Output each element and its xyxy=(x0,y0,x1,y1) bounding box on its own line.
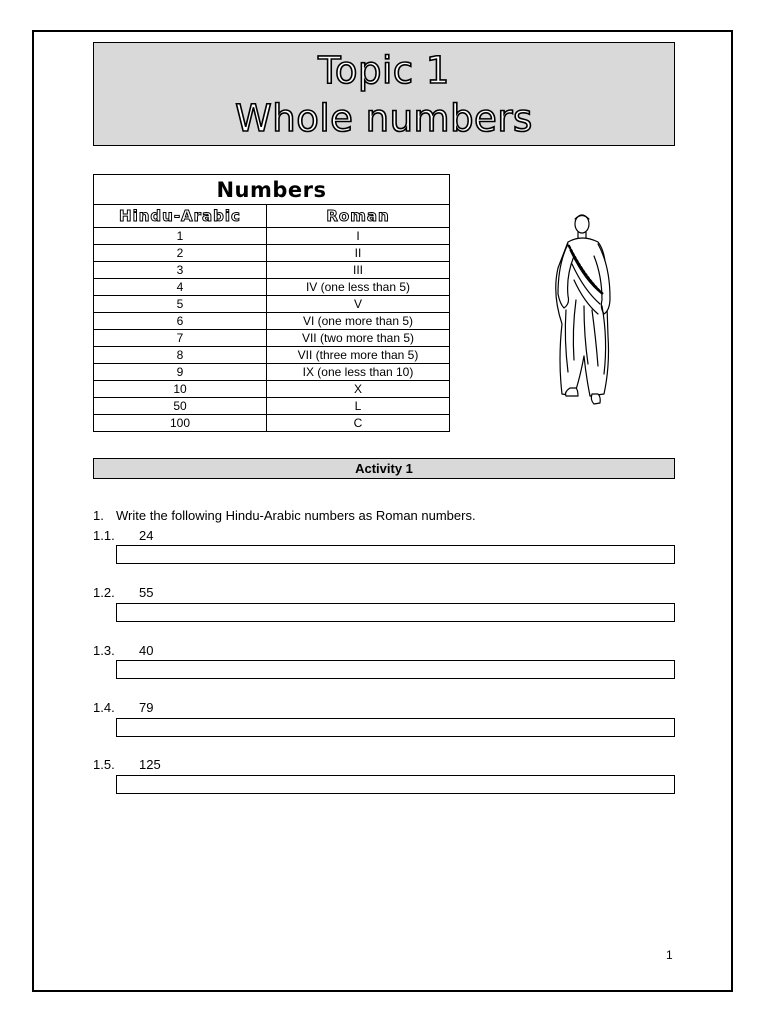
roman-cell: VI (one more than 5) xyxy=(267,313,450,330)
hindu-arabic-cell: 1 xyxy=(94,228,267,245)
sub-question-number: 1.2. xyxy=(93,585,115,600)
hindu-arabic-cell: 5 xyxy=(94,296,267,313)
table-caption: Numbers xyxy=(94,175,450,205)
sub-question-number: 1.3. xyxy=(93,643,115,658)
activity-heading: Activity 1 xyxy=(93,458,675,479)
roman-cell: VII (two more than 5) xyxy=(267,330,450,347)
table-row xyxy=(94,381,450,398)
topic-title: Topic 1 xyxy=(318,49,450,92)
answer-field-1-5[interactable] xyxy=(116,775,675,794)
sub-question-value: 40 xyxy=(139,643,154,658)
sub-question-1-3 xyxy=(93,643,153,658)
page-number: 1 xyxy=(666,948,673,962)
table-row xyxy=(94,245,450,262)
numbers-table xyxy=(93,174,450,432)
table-row xyxy=(94,313,450,330)
hindu-arabic-cell: 8 xyxy=(94,347,267,364)
hindu-arabic-cell: 10 xyxy=(94,381,267,398)
table-row xyxy=(94,415,450,432)
roman-cell: V xyxy=(267,296,450,313)
roman-figure-illustration xyxy=(540,210,636,410)
table-row xyxy=(94,364,450,381)
hindu-arabic-cell: 4 xyxy=(94,279,267,296)
answer-field-1-3[interactable] xyxy=(116,660,675,679)
table-row xyxy=(94,296,450,313)
hindu-arabic-cell: 50 xyxy=(94,398,267,415)
table-row xyxy=(94,398,450,415)
hindu-arabic-cell: 6 xyxy=(94,313,267,330)
sub-question-number: 1.1. xyxy=(93,528,115,543)
sub-question-1-2 xyxy=(93,585,153,600)
table-row xyxy=(94,279,450,296)
table-row xyxy=(94,262,450,279)
sub-question-1-5 xyxy=(93,757,161,772)
question-1 xyxy=(93,508,476,523)
answer-field-1-1[interactable] xyxy=(116,545,675,564)
title-box xyxy=(93,42,675,146)
hindu-arabic-cell: 9 xyxy=(94,364,267,381)
hindu-arabic-cell: 3 xyxy=(94,262,267,279)
sub-question-1-1 xyxy=(93,528,153,543)
table-row xyxy=(94,330,450,347)
roman-cell: IX (one less than 10) xyxy=(267,364,450,381)
roman-cell: X xyxy=(267,381,450,398)
hindu-arabic-cell: 100 xyxy=(94,415,267,432)
table-row xyxy=(94,347,450,364)
column-header-roman: Roman xyxy=(267,205,450,228)
roman-cell: L xyxy=(267,398,450,415)
sub-question-value: 24 xyxy=(139,528,154,543)
column-header-hindu-arabic: Hindu-Arabic xyxy=(94,205,267,228)
roman-cell: II xyxy=(267,245,450,262)
roman-cell: VII (three more than 5) xyxy=(267,347,450,364)
roman-cell: I xyxy=(267,228,450,245)
sub-question-value: 79 xyxy=(139,700,154,715)
answer-field-1-4[interactable] xyxy=(116,718,675,737)
hindu-arabic-cell: 2 xyxy=(94,245,267,262)
roman-cell: III xyxy=(267,262,450,279)
roman-cell: C xyxy=(267,415,450,432)
answer-field-1-2[interactable] xyxy=(116,603,675,622)
sub-question-number: 1.5. xyxy=(93,757,115,772)
question-text: Write the following Hindu-Arabic numbers as Roman numbers. xyxy=(116,508,476,523)
sub-question-value: 125 xyxy=(139,757,161,772)
roman-cell: IV (one less than 5) xyxy=(267,279,450,296)
sub-question-1-4 xyxy=(93,700,153,715)
table-row xyxy=(94,228,450,245)
question-number: 1. xyxy=(93,508,104,523)
topic-subtitle: Whole numbers xyxy=(235,97,533,140)
sub-question-number: 1.4. xyxy=(93,700,115,715)
hindu-arabic-cell: 7 xyxy=(94,330,267,347)
sub-question-value: 55 xyxy=(139,585,154,600)
